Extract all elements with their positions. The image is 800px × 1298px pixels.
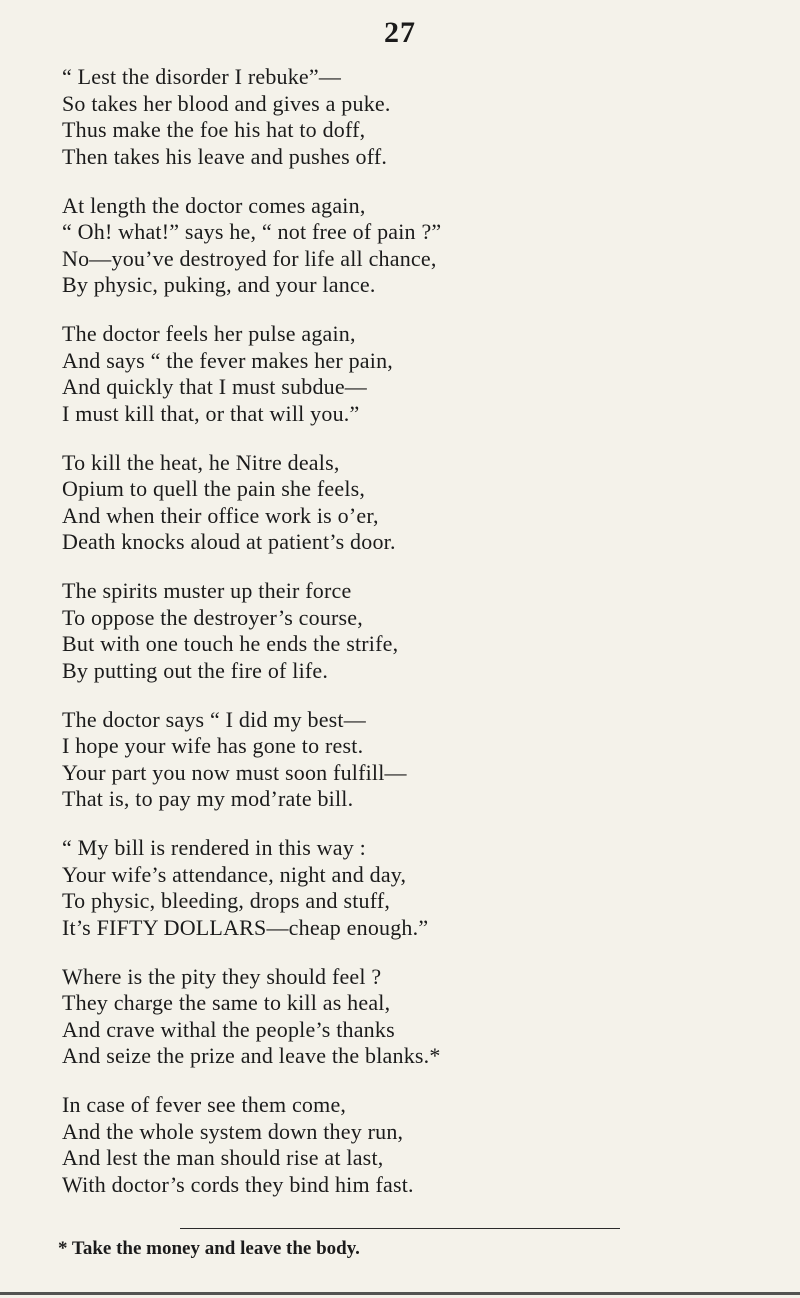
poem-line: And seize the prize and leave the blanks.* (62, 1043, 441, 1068)
stanza (62, 193, 782, 299)
stanza (62, 964, 782, 1070)
poem (62, 64, 782, 1221)
footnote: * Take the money and leave the body. (58, 1238, 360, 1259)
poem-line: By putting out the fire of life. (62, 657, 329, 683)
poem-line: The doctor says “ I did my best— (62, 706, 366, 732)
poem-line: “ Oh! what!” says he, “ not free of pain ?” (62, 219, 442, 244)
stanza (62, 835, 782, 941)
poem-line: Your part you now must soon fulfill— (62, 759, 407, 785)
poem-line: And lest the man should rise at last, (62, 1145, 384, 1170)
poem-line: At length the doctor comes again, (62, 192, 366, 218)
poem-line: With doctor’s cords they bind him fast. (62, 1171, 414, 1197)
poem-line: I hope your wife has gone to rest. (62, 733, 364, 758)
poem-line: And the whole system down they run, (62, 1118, 404, 1144)
poem-line: But with one touch he ends the strife, (62, 631, 399, 656)
poem-line: To oppose the destroyer’s course, (62, 604, 363, 630)
poem-line: To physic, bleeding, drops and stuff, (62, 888, 391, 913)
stanza (62, 321, 782, 427)
poem-line: It’s FIFTY DOLLARS—cheap enough.” (62, 914, 429, 940)
poem-line: Where is the pity they should feel ? (62, 963, 382, 989)
poem-line: Thus make the foe his hat to doff, (62, 117, 366, 142)
poem-line: “ Lest the disorder I rebuke”— (62, 64, 342, 89)
page-number: 27 (384, 16, 416, 49)
stanza (62, 707, 782, 813)
poem-line: “ My bill is rendered in this way : (62, 835, 366, 860)
footnote-divider (180, 1228, 620, 1229)
poem-line: And quickly that I must subdue— (62, 374, 368, 399)
poem-line: In case of fever see them come, (62, 1092, 347, 1117)
poem-line: The spirits muster up their force (62, 578, 352, 603)
poem-line: Death knocks aloud at patient’s door. (62, 529, 396, 554)
stanza (62, 64, 782, 170)
stanza (62, 450, 782, 556)
stanza (62, 1092, 782, 1198)
poem-line: They charge the same to kill as heal, (62, 990, 391, 1015)
poem-line: To kill the heat, he Nitre deals, (62, 449, 340, 475)
poem-line: I must kill that, or that will you.” (62, 400, 360, 426)
poem-line: So takes her blood and gives a puke. (62, 90, 391, 116)
poem-line: And crave withal the people’s thanks (62, 1016, 395, 1042)
poem-line: Then takes his leave and pushes off. (62, 143, 388, 169)
page-bottom-edge (0, 1288, 800, 1295)
poem-line: Opium to quell the pain she feels, (62, 476, 366, 501)
poem-line: No—you’ve destroyed for life all chance, (62, 245, 437, 271)
poem-line: The doctor feels her pulse again, (62, 321, 356, 346)
poem-line: And says “ the fever makes her pain, (62, 347, 393, 373)
poem-line: That is, to pay my mod’rate bill. (62, 786, 354, 811)
poem-line: Your wife’s attendance, night and day, (62, 861, 407, 887)
poem-line: By physic, puking, and your lance. (62, 272, 376, 297)
stanza (62, 578, 782, 684)
poem-line: And when their office work is o’er, (62, 502, 379, 528)
